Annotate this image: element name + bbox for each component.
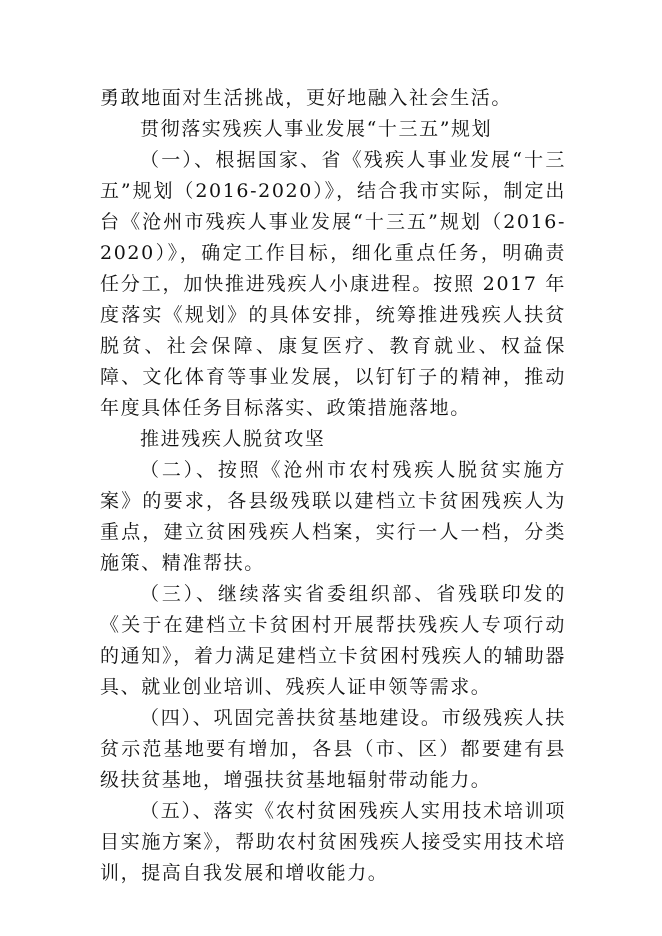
paragraph-item-2: （二）、按照《沧州市农村残疾人脱贫实施方案》的要求，各县级残联以建档立卡贫困残疾人为重点，建立贫困残疾人档案，实行一人一档，分类施策、精准帮扶。 [100,459,566,574]
paragraph-item-5: （五）、落实《农村贫困残疾人实用技术培训项目实施方案》，帮助农村贫困残疾人接受实用技术培训，提高自我发展和增收能力。 [100,800,566,884]
paragraph-item-3: （三）、继续落实省委组织部、省残联印发的《关于在建档立卡贫困村开展帮扶残疾人专项行动的通知》，着力满足建档立卡贫困村残疾人的辅助器具、就业创业培训、残疾人证申领等需求。 [100,583,566,698]
paragraph-item-4: （四）、巩固完善扶贫基地建设。市级残疾人扶贫示范基地要有增加，各县（市、区）都要建有县级扶贫基地，增强扶贫基地辐射带动能力。 [100,707,566,791]
paragraph-item-1: （一）、根据国家、省《残疾人事业发展“十三五”规划（2016-2020）》，结合我市实际，制定出台《沧州市残疾人事业发展“十三五”规划（2016-2020）》，确定工作目标，细化重点任务，明确责任分工，加快推进残疾人小康进程。按照 2017 年度落实《规划》的具体安排，统筹推进残疾人扶贫脱贫、社会保障、康复医疗、教育就业、权益保障、文化体育等事业发展，以钉钉子的精神，推动年度具体任务目标落实、政策措施落地。 [100,149,566,419]
paragraph-continuation: 勇敢地面对生活挑战，更好地融入社会生活。 [100,87,513,109]
section-heading-poverty: 推进残疾人脱贫攻坚 [140,428,326,450]
document-body [100,83,566,889]
section-heading-plan: 贯彻落实残疾人事业发展“十三五”规划 [140,118,493,140]
